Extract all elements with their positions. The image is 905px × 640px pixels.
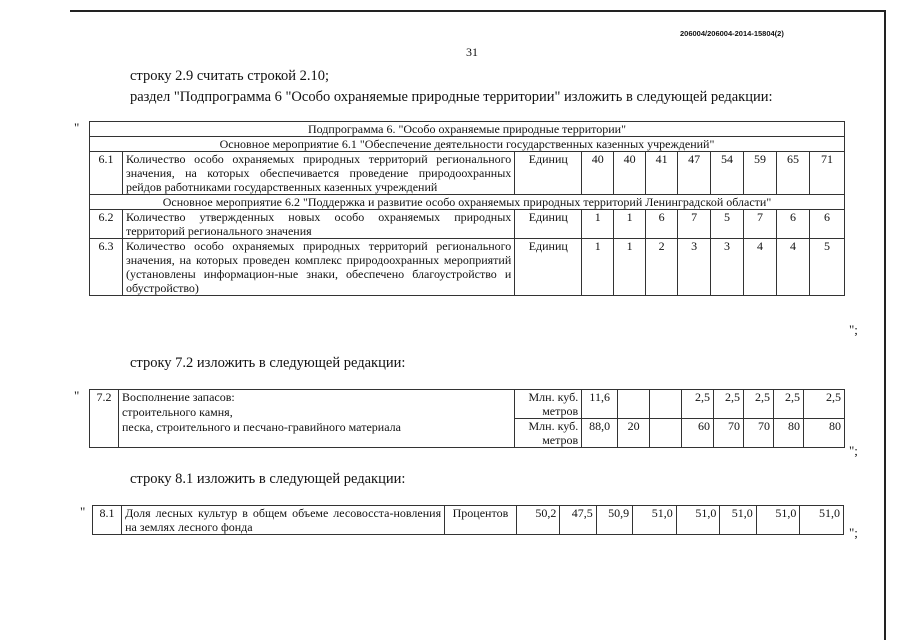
row-number: 6.2 — [90, 210, 123, 239]
page-border-top — [70, 10, 885, 12]
row-value: 54 — [711, 152, 744, 195]
row-value: 20 — [618, 419, 650, 448]
intro-line-1: строку 2.9 считать строкой 2.10; — [130, 68, 330, 84]
table-row — [90, 390, 845, 419]
row-value: 59 — [744, 152, 777, 195]
open-quote-table1: " — [74, 120, 80, 135]
row-value: 50,2 — [516, 506, 560, 535]
close-quote-table1: "; — [849, 322, 858, 337]
close-quote-table2: "; — [849, 443, 858, 458]
row-value: 5 — [809, 239, 844, 296]
row-unit: Единиц — [515, 152, 582, 195]
row-value: 51,0 — [800, 506, 844, 535]
row-value: 6 — [646, 210, 678, 239]
row-7-2-table — [89, 389, 845, 448]
row-value — [650, 419, 682, 448]
row-value: 2,5 — [744, 390, 774, 419]
table-row — [93, 506, 844, 535]
row-value: 6 — [776, 210, 809, 239]
row-unit: Млн. куб. метров — [515, 390, 582, 419]
row-unit: Процентов — [445, 506, 517, 535]
row-number: 6.1 — [90, 152, 123, 195]
intro-line-2: раздел "Подпрограмма 6 "Особо охраняемые природные территории" изложить в следующей редакции: — [130, 89, 773, 105]
row-value: 2,5 — [803, 390, 844, 419]
row-value: 6 — [809, 210, 844, 239]
row-value: 2 — [646, 239, 678, 296]
open-quote-table2: " — [74, 388, 80, 403]
row-value: 1 — [614, 239, 646, 296]
row-unit: Единиц — [515, 239, 582, 296]
row-value: 1 — [614, 210, 646, 239]
page-number: 31 — [466, 45, 478, 59]
row-value: 71 — [809, 152, 844, 195]
table1-section-2: Основное мероприятие 6.2 "Поддержка и развитие особо охраняемых природных территорий Ленинградской области" — [90, 195, 845, 210]
row-number: 6.3 — [90, 239, 123, 296]
row-value: 50,9 — [596, 506, 632, 535]
row-text-line: строительного камня, — [121, 405, 233, 419]
row-unit: Млн. куб. метров — [515, 419, 582, 448]
row-value: 2,5 — [682, 390, 714, 419]
row-value: 80 — [773, 419, 803, 448]
row-value: 5 — [711, 210, 744, 239]
row-text: Количество особо охраняемых природных территорий регионального значения, на которых обеспечивается проведение природоохранных рейдов работниками государственных казенных учреждений — [122, 152, 514, 195]
row-value: 3 — [678, 239, 711, 296]
row-value: 70 — [714, 419, 744, 448]
table-row — [90, 152, 845, 195]
row-value: 47,5 — [560, 506, 596, 535]
row-value — [618, 390, 650, 419]
open-quote-table3: " — [80, 504, 86, 519]
row-value: 70 — [744, 419, 774, 448]
row-value: 11,6 — [582, 390, 618, 419]
table1-title: Подпрограмма 6. "Особо охраняемые природные территории" — [90, 122, 845, 137]
row-value: 1 — [582, 239, 614, 296]
document-stamp: 206004/206004-2014-15804(2) — [680, 29, 784, 38]
page-border-right — [884, 10, 886, 640]
row-value: 40 — [614, 152, 646, 195]
row-text: Количество утвержденных новых особо охраняемых природных территорий регионального значения — [122, 210, 514, 239]
row-value: 51,0 — [756, 506, 800, 535]
row-value: 51,0 — [633, 506, 677, 535]
row-value: 1 — [582, 210, 614, 239]
row-value: 51,0 — [720, 506, 756, 535]
row-unit: Единиц — [515, 210, 582, 239]
row-value: 47 — [678, 152, 711, 195]
row-number: 8.1 — [93, 506, 122, 535]
row-value: 88,0 — [582, 419, 618, 448]
row-value: 2,5 — [714, 390, 744, 419]
row-text-line: песка, строительного и песчано-гравийного материала — [121, 420, 401, 434]
row-value: 40 — [582, 152, 614, 195]
table-row — [90, 210, 845, 239]
paragraph-row-8-1: строку 8.1 изложить в следующей редакции: — [130, 471, 406, 487]
row-value: 80 — [803, 419, 844, 448]
row-text-line: Восполнение запасов: — [121, 390, 235, 404]
row-value: 4 — [744, 239, 777, 296]
row-value: 51,0 — [676, 506, 720, 535]
close-quote-table3: "; — [849, 525, 858, 540]
row-number: 7.2 — [90, 390, 119, 448]
row-value: 60 — [682, 419, 714, 448]
program6-table — [89, 121, 845, 296]
row-value: 4 — [776, 239, 809, 296]
row-value: 65 — [776, 152, 809, 195]
row-value: 7 — [744, 210, 777, 239]
row-text: Количество особо охраняемых природных территорий регионального значения, на которых проведен комплекс природоохранных мероприятий (установлены информацион-ные знаки, обеспечено благоустройство и обустройство) — [122, 239, 514, 296]
row-value: 2,5 — [773, 390, 803, 419]
row-value: 7 — [678, 210, 711, 239]
row-value: 3 — [711, 239, 744, 296]
table-row — [90, 239, 845, 296]
paragraph-row-7-2: строку 7.2 изложить в следующей редакции: — [130, 355, 406, 371]
row-8-1-table — [92, 505, 844, 535]
row-value — [650, 390, 682, 419]
row-text — [118, 390, 514, 448]
row-text: Доля лесных культур в общем объеме лесовосста-новления на землях лесного фонда — [122, 506, 445, 535]
row-value: 41 — [646, 152, 678, 195]
table1-section-1: Основное мероприятие 6.1 "Обеспечение деятельности государственных казенных учреждений" — [90, 137, 845, 152]
